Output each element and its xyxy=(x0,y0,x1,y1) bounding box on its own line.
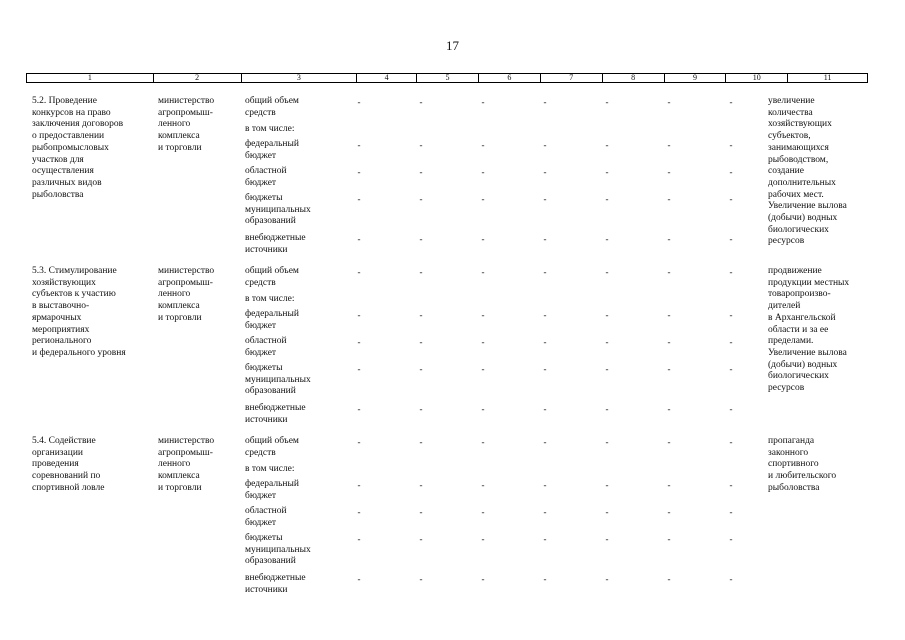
empty-value: - xyxy=(419,507,423,517)
empty-value: - xyxy=(543,167,547,177)
funding-source: бюджеты муниципальных образований xyxy=(245,533,311,567)
empty-value: - xyxy=(481,310,485,320)
measure-name: 5.4. Содействие организации проведения соревнований по спортивной ловле xyxy=(32,436,105,493)
empty-value: - xyxy=(667,337,671,347)
empty-value: - xyxy=(605,574,609,584)
funding-source: общий объем средств xyxy=(245,436,299,458)
empty-value: - xyxy=(605,437,609,447)
empty-value: - xyxy=(543,337,547,347)
empty-value: - xyxy=(481,234,485,244)
empty-value: - xyxy=(729,97,733,107)
executor: министерство агропромыш- ленного комплекса и торговли xyxy=(158,266,215,323)
empty-value: - xyxy=(667,574,671,584)
funding-source: областной бюджет xyxy=(245,166,287,188)
empty-value: - xyxy=(543,97,547,107)
empty-value: - xyxy=(667,267,671,277)
empty-value: - xyxy=(357,97,361,107)
empty-value: - xyxy=(729,234,733,244)
funding-source: федеральный бюджет xyxy=(245,309,299,331)
empty-value: - xyxy=(667,234,671,244)
empty-value: - xyxy=(481,437,485,447)
empty-value: - xyxy=(729,404,733,414)
empty-value: - xyxy=(481,404,485,414)
empty-value: - xyxy=(481,97,485,107)
funding-source: федеральный бюджет xyxy=(245,139,299,161)
empty-value: - xyxy=(667,97,671,107)
empty-value: - xyxy=(357,267,361,277)
funding-source: федеральный бюджет xyxy=(245,479,299,501)
empty-value: - xyxy=(729,574,733,584)
funding-source: внебюджетные источники xyxy=(245,403,306,425)
empty-value: - xyxy=(481,267,485,277)
funding-source: бюджеты муниципальных образований xyxy=(245,193,311,227)
empty-value: - xyxy=(543,404,547,414)
funding-source: внебюджетные источники xyxy=(245,573,306,595)
empty-value: - xyxy=(605,234,609,244)
empty-value: - xyxy=(357,140,361,150)
empty-value: - xyxy=(667,534,671,544)
empty-value: - xyxy=(667,310,671,320)
empty-value: - xyxy=(419,97,423,107)
empty-value: - xyxy=(543,310,547,320)
empty-value: - xyxy=(481,194,485,204)
empty-value: - xyxy=(667,437,671,447)
empty-value: - xyxy=(357,364,361,374)
empty-value: - xyxy=(605,140,609,150)
empty-value: - xyxy=(357,507,361,517)
funding-source: областной бюджет xyxy=(245,336,287,358)
empty-value: - xyxy=(419,534,423,544)
funding-source: в том числе: xyxy=(245,124,295,134)
funding-source: общий объем средств xyxy=(245,266,299,288)
column-number: 10 xyxy=(725,74,787,82)
column-number: 9 xyxy=(664,74,726,82)
empty-value: - xyxy=(605,404,609,414)
empty-value: - xyxy=(605,337,609,347)
empty-value: - xyxy=(729,194,733,204)
empty-value: - xyxy=(419,480,423,490)
empty-value: - xyxy=(667,404,671,414)
empty-value: - xyxy=(729,507,733,517)
empty-value: - xyxy=(729,167,733,177)
empty-value: - xyxy=(605,97,609,107)
empty-value: - xyxy=(605,507,609,517)
empty-value: - xyxy=(543,574,547,584)
expected-result: увеличение количества хозяйствующих субъектов, занимающихся рыбоводством, создание дополнительных рабочих мест. Увеличение вылова (добычи) водных биологических ресурсов xyxy=(768,96,847,247)
expected-result: пропаганда законного спортивного и любительского рыболовства xyxy=(768,436,837,493)
empty-value: - xyxy=(481,140,485,150)
empty-value: - xyxy=(605,310,609,320)
funding-source: общий объем средств xyxy=(245,96,299,118)
column-number: 2 xyxy=(153,74,241,82)
empty-value: - xyxy=(667,507,671,517)
empty-value: - xyxy=(729,310,733,320)
empty-value: - xyxy=(543,194,547,204)
executor: министерство агропромыш- ленного комплекса и торговли xyxy=(158,96,215,153)
column-number: 1 xyxy=(87,73,92,82)
funding-source: областной бюджет xyxy=(245,506,287,528)
funding-source: бюджеты муниципальных образований xyxy=(245,363,311,397)
empty-value: - xyxy=(481,364,485,374)
empty-value: - xyxy=(729,480,733,490)
empty-value: - xyxy=(605,534,609,544)
empty-value: - xyxy=(419,234,423,244)
empty-value: - xyxy=(419,574,423,584)
empty-value: - xyxy=(543,267,547,277)
empty-value: - xyxy=(357,480,361,490)
empty-value: - xyxy=(543,480,547,490)
executor: министерство агропромыш- ленного комплекса и торговли xyxy=(158,436,215,493)
column-number-row xyxy=(26,73,868,83)
empty-value: - xyxy=(543,234,547,244)
column-number: 6 xyxy=(478,74,540,82)
empty-value: - xyxy=(729,364,733,374)
empty-value: - xyxy=(605,194,609,204)
empty-value: - xyxy=(729,337,733,347)
funding-source: внебюджетные источники xyxy=(245,233,306,255)
empty-value: - xyxy=(357,167,361,177)
empty-value: - xyxy=(667,194,671,204)
empty-value: - xyxy=(357,404,361,414)
empty-value: - xyxy=(543,507,547,517)
empty-value: - xyxy=(419,310,423,320)
empty-value: - xyxy=(357,534,361,544)
column-number: 11 xyxy=(787,74,867,82)
measure-name: 5.2. Проведение конкурсов на право заключения договоров о предоставлении рыбопромысловых участков для осуществления различных видов рыболовства xyxy=(32,96,124,200)
empty-value: - xyxy=(357,194,361,204)
empty-value: - xyxy=(667,140,671,150)
empty-value: - xyxy=(481,507,485,517)
funding-source: в том числе: xyxy=(245,294,295,304)
column-number: 7 xyxy=(540,74,602,82)
empty-value: - xyxy=(543,437,547,447)
empty-value: - xyxy=(357,337,361,347)
page-number: 17 xyxy=(446,38,459,53)
expected-result: продвижение продукции местных товаропроизво- дителей в Архангельской области и за ее пределами. Увеличение вылова (добычи) водных биологических ресурсов xyxy=(768,266,850,394)
empty-value: - xyxy=(605,267,609,277)
empty-value: - xyxy=(605,480,609,490)
empty-value: - xyxy=(481,337,485,347)
empty-value: - xyxy=(357,437,361,447)
empty-value: - xyxy=(481,167,485,177)
empty-value: - xyxy=(605,364,609,374)
empty-value: - xyxy=(357,574,361,584)
empty-value: - xyxy=(667,364,671,374)
column-number: 4 xyxy=(356,74,416,82)
empty-value: - xyxy=(605,167,609,177)
empty-value: - xyxy=(729,437,733,447)
empty-value: - xyxy=(419,267,423,277)
empty-value: - xyxy=(543,140,547,150)
column-number: 5 xyxy=(416,74,478,82)
empty-value: - xyxy=(729,267,733,277)
funding-source: в том числе: xyxy=(245,464,295,474)
empty-value: - xyxy=(357,234,361,244)
empty-value: - xyxy=(419,404,423,414)
empty-value: - xyxy=(419,337,423,347)
empty-value: - xyxy=(419,437,423,447)
column-number: 8 xyxy=(602,74,664,82)
empty-value: - xyxy=(729,534,733,544)
empty-value: - xyxy=(667,480,671,490)
empty-value: - xyxy=(481,534,485,544)
measure-name: 5.3. Стимулирование хозяйствующих субъектов к участию в выставочно- ярмарочных мероприятиях регионального и федерального уровня xyxy=(32,266,126,358)
empty-value: - xyxy=(419,194,423,204)
column-number: 3 xyxy=(241,74,357,82)
empty-value: - xyxy=(481,574,485,584)
empty-value: - xyxy=(419,167,423,177)
empty-value: - xyxy=(481,480,485,490)
empty-value: - xyxy=(667,167,671,177)
empty-value: - xyxy=(543,364,547,374)
empty-value: - xyxy=(729,140,733,150)
empty-value: - xyxy=(543,534,547,544)
empty-value: - xyxy=(419,364,423,374)
empty-value: - xyxy=(357,310,361,320)
empty-value: - xyxy=(419,140,423,150)
